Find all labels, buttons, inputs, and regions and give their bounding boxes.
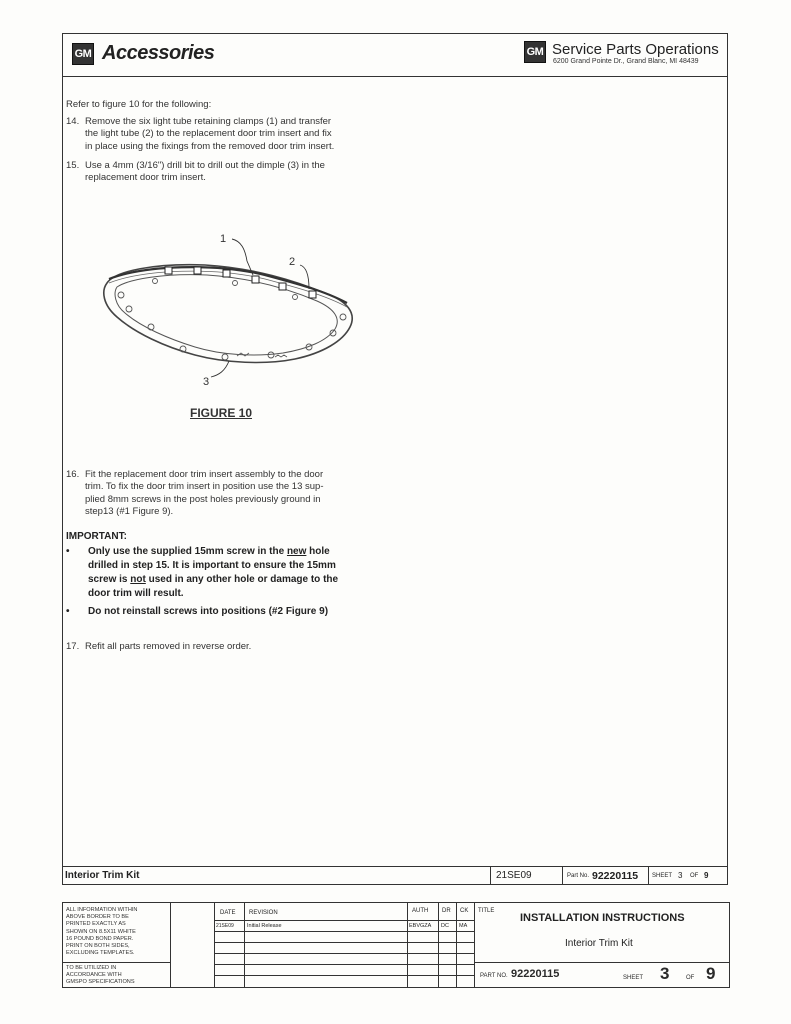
col-ck: CK — [460, 908, 469, 914]
divider — [214, 964, 474, 965]
bullet-text: used in any other hole or damage to the — [145, 574, 339, 585]
step-number: 16. — [66, 469, 80, 480]
col-revision: REVISION — [249, 910, 278, 916]
kit-name: Interior Trim Kit — [65, 870, 140, 881]
step-16 — [66, 469, 386, 518]
row-ck: MA — [459, 923, 468, 929]
row-auth: EBVGZA — [409, 923, 432, 929]
divider — [214, 942, 474, 943]
step-15 — [66, 160, 386, 185]
divider — [214, 975, 474, 976]
step-line: plied 8mm screws in the post holes previously ground in — [85, 493, 321, 505]
step-line: Use a 4mm (3/16") drill bit to drill out the dimple (3) in the — [85, 160, 325, 171]
bullet-line: drilled in step 15. It is important to ensure the 15mm — [88, 560, 336, 571]
divider — [214, 920, 474, 921]
row-date: 21SE09 — [216, 923, 234, 929]
important-bullet-2 — [66, 605, 391, 619]
sheet-label: SHEET — [652, 872, 673, 879]
notice-line: ALL INFORMATION WITHIN — [66, 907, 138, 913]
sheet-number: 3 — [678, 871, 683, 880]
bullet-marker: • — [66, 606, 70, 617]
step-17 — [66, 641, 386, 653]
step-line: replacement door trim insert. — [85, 172, 206, 184]
step-14 — [66, 116, 386, 153]
row-revision: Initial Release — [247, 923, 282, 929]
col-title: TITLE — [478, 908, 495, 914]
title-strip — [62, 866, 728, 885]
divider — [214, 953, 474, 954]
step-line: Remove the six light tube retaining clamps (1) and transfer — [85, 116, 332, 127]
divider — [214, 931, 474, 932]
step-line: in place using the fixings from the removed door trim insert. — [85, 140, 335, 152]
notice-line: PRINT ON BOTH SIDES, — [66, 943, 130, 950]
step-number: 17. — [66, 641, 80, 652]
col-dr: DR — [442, 908, 451, 914]
accessories-brand: Accessories — [102, 42, 215, 64]
bullet-line — [88, 573, 391, 587]
date-code: 21SE09 — [496, 870, 532, 881]
bullet-text: hole — [306, 546, 330, 557]
step-line: Fit the replacement door trim insert assembly to the door — [85, 469, 324, 480]
header-divider — [62, 76, 728, 77]
important-bullet-1 — [66, 545, 391, 601]
intro-text: Refer to figure 10 for the following: — [66, 99, 212, 110]
part-number: 92220115 — [592, 869, 639, 882]
gm-logo-left — [72, 43, 94, 65]
col-date: DATE — [220, 910, 236, 916]
bullet-text: screw is — [88, 574, 131, 585]
notice-line: ABOVE BORDER TO BE — [66, 914, 129, 921]
bullet-marker: • — [66, 546, 70, 557]
of-label: OF — [690, 872, 699, 879]
col-auth: AUTH — [412, 908, 429, 914]
part-label: Part No. — [567, 872, 590, 879]
of-label: OF — [686, 975, 695, 981]
step-line: the light tube (2) to the replacement door trim insert and fix — [85, 128, 332, 140]
step-number: 14. — [66, 116, 80, 127]
door-trim-insert-illustration — [95, 225, 365, 395]
emphasis-new: new — [286, 546, 307, 557]
step-number: 15. — [66, 160, 80, 171]
notice-line: PRINTED EXACTLY AS — [66, 921, 126, 928]
sheet-total: 9 — [704, 871, 709, 880]
part-number: 92220115 — [511, 968, 560, 980]
step-line: trim. To fix the door trim insert in position use the 13 sup- — [85, 481, 324, 493]
notice-line: GMSPO SPECIFICATIONS — [66, 979, 135, 986]
gm-logo-text: GM — [526, 46, 544, 58]
divider — [62, 962, 170, 963]
callout-1: 1 — [220, 233, 227, 245]
callout-2: 2 — [289, 256, 296, 268]
sheet-label: SHEET — [623, 975, 644, 981]
sheet-number: 3 — [660, 964, 670, 983]
step-line: step13 (#1 Figure 9). — [85, 505, 174, 517]
spo-title: Service Parts Operations — [552, 41, 719, 58]
document-subtitle: Interior Trim Kit — [565, 938, 633, 949]
figure-caption: FIGURE 10 — [190, 406, 253, 420]
bullet-text: Do not reinstall screws into positions (#2 Figure 9) — [88, 606, 329, 617]
emphasis-not: not — [130, 574, 146, 585]
notice-line: SHOWN ON 8.5X11 WHITE — [66, 928, 136, 935]
bullet-line — [88, 545, 391, 559]
important-heading: IMPORTANT: — [66, 531, 127, 542]
notice-line: 16 POUND BOND PAPER. — [66, 935, 134, 942]
divider — [170, 902, 171, 988]
print-notice — [66, 907, 166, 957]
step-line: Refit all parts removed in reverse order. — [85, 641, 252, 652]
notice-line: EXCLUDING TEMPLATES. — [66, 950, 135, 957]
bullet-text: Only use the supplied 15mm screw in the — [88, 546, 287, 557]
notice-line: TO BE UTILIZED IN — [66, 965, 117, 971]
row-dr: DC — [441, 923, 449, 929]
divider — [474, 902, 475, 988]
divider — [474, 962, 730, 963]
bullet-line: door trim will result. — [88, 588, 184, 599]
sheet-total: 9 — [706, 964, 716, 983]
notice-line: ACCORDANCE WITH — [66, 972, 122, 979]
spec-notice — [66, 965, 166, 987]
document-title: INSTALLATION INSTRUCTIONS — [520, 912, 685, 924]
part-label: PART NO. — [480, 973, 508, 979]
callout-3: 3 — [203, 376, 210, 388]
gm-logo-right — [524, 41, 546, 63]
gm-logo-text: GM — [74, 48, 92, 60]
spo-address: 6200 Grand Pointe Dr., Grand Blanc, MI 48439 — [553, 58, 699, 65]
